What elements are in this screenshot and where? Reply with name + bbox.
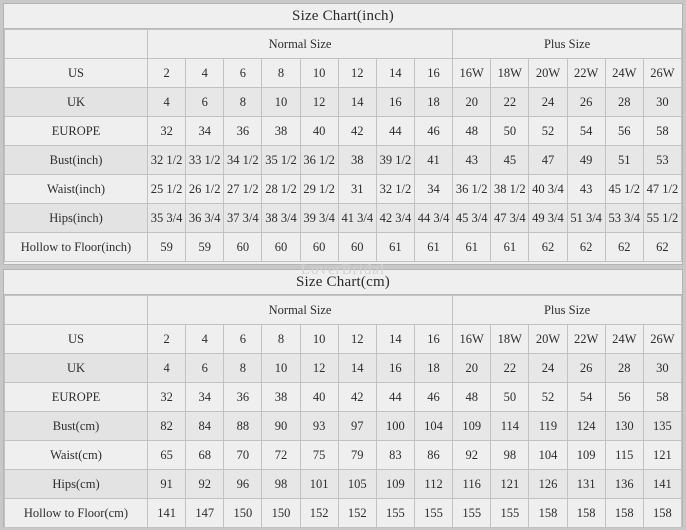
table-cell: 119 [529,412,567,441]
chart-title-cm: Size Chart(cm) [4,270,682,295]
table-cell: 155 [453,499,491,528]
table-row [5,412,682,441]
group-header-plus-size: Plus Size [453,30,682,59]
table-cell: 34 [414,175,452,204]
table-cell: 38 1/2 [491,175,529,204]
table-cell: 109 [376,470,414,499]
table-cell: 101 [300,470,338,499]
row-header-cell: UK [5,354,148,383]
table-cell: 22W [567,325,605,354]
table-cell: 53 3/4 [605,204,643,233]
table-cell: 32 [148,117,186,146]
table-cell: 38 3/4 [262,204,300,233]
table-cell: 16 [414,59,452,88]
table-cell: 121 [643,441,681,470]
table-cell: 38 [338,146,376,175]
table-cell: 41 3/4 [338,204,376,233]
table-cell: 88 [224,412,262,441]
table-cell: 59 [186,233,224,262]
table-cell: 51 [605,146,643,175]
table-cell: 42 [338,383,376,412]
table-cell: 126 [529,470,567,499]
table-cell: 121 [491,470,529,499]
table-cell: 44 [376,383,414,412]
table-cell: 42 [338,117,376,146]
table-cell: 53 [643,146,681,175]
table-cell: 93 [300,412,338,441]
table-cell: 50 [491,117,529,146]
table-cell: 58 [643,383,681,412]
table-cell: 10 [300,59,338,88]
table-cell: 36 3/4 [186,204,224,233]
table-cell: 155 [376,499,414,528]
table-cell: 56 [605,117,643,146]
row-header-cell: US [5,59,148,88]
table-cell: 86 [414,441,452,470]
table-row [5,146,682,175]
table-cell: 61 [453,233,491,262]
table-cell: 22W [567,59,605,88]
table-cell: 36 1/2 [453,175,491,204]
table-cell: 155 [491,499,529,528]
table-cell: 35 1/2 [262,146,300,175]
table-cell: 60 [338,233,376,262]
table-cell: 100 [376,412,414,441]
table-row [5,383,682,412]
table-cell: 39 1/2 [376,146,414,175]
table-cell: 105 [338,470,376,499]
row-header-cell: UK [5,88,148,117]
table-cell: 45 1/2 [605,175,643,204]
table-cell: 40 3/4 [529,175,567,204]
table-cell: 20W [529,325,567,354]
table-cell: 48 [453,117,491,146]
table-cell: 35 3/4 [148,204,186,233]
row-header-cell: Hips(cm) [5,470,148,499]
table-cell: 8 [262,59,300,88]
table-cell: 38 [262,117,300,146]
table-cell: 147 [186,499,224,528]
table-cell: 104 [414,412,452,441]
table-cell: 8 [224,88,262,117]
table-cell: 91 [148,470,186,499]
table-cell: 12 [300,354,338,383]
row-header-cell: Hollow to Floor(inch) [5,233,148,262]
table-cell: 28 [605,88,643,117]
table-row [5,117,682,146]
row-header-cell: Bust(inch) [5,146,148,175]
table-cell: 18W [491,59,529,88]
table-cell: 14 [338,354,376,383]
table-cell: 29 1/2 [300,175,338,204]
table-cell: 18W [491,325,529,354]
table-cell: 27 1/2 [224,175,262,204]
table-cell: 59 [148,233,186,262]
row-header-cell: EUROPE [5,117,148,146]
table-cell: 75 [300,441,338,470]
table-cell: 130 [605,412,643,441]
table-cell: 16 [414,325,452,354]
table-cell: 12 [300,88,338,117]
table-cell: 83 [376,441,414,470]
table-cell: 98 [262,470,300,499]
watermark: LoverBridal [300,262,386,278]
table-cell: 54 [567,117,605,146]
table-cell: 10 [300,325,338,354]
table-row [5,233,682,262]
table-row [5,499,682,528]
table-cell: 14 [338,88,376,117]
table-cell: 98 [491,441,529,470]
table-cell: 116 [453,470,491,499]
table-cell: 82 [148,412,186,441]
table-cell: 47 3/4 [491,204,529,233]
table-cell: 41 [414,146,452,175]
table-cell: 84 [186,412,224,441]
table-cell: 131 [567,470,605,499]
table-cell: 112 [414,470,452,499]
table-cell: 115 [605,441,643,470]
table-cell: 96 [224,470,262,499]
table-cell: 52 [529,117,567,146]
table-cell: 109 [567,441,605,470]
table-cell: 20 [453,88,491,117]
table-cell: 20 [453,354,491,383]
table-cell: 61 [491,233,529,262]
table-cell: 46 [414,383,452,412]
table-cell: 18 [414,354,452,383]
table-cell: 158 [605,499,643,528]
table-cell: 12 [338,59,376,88]
table-cell: 62 [567,233,605,262]
table-cell: 36 [224,117,262,146]
table-cell: 16W [453,59,491,88]
table-cell: 68 [186,441,224,470]
table-cell: 50 [491,383,529,412]
table-cell: 2 [148,59,186,88]
table-cell: 47 [529,146,567,175]
table-cell: 14 [376,59,414,88]
table-cell: 62 [605,233,643,262]
table-cell: 26 [567,88,605,117]
size-table-inch [4,29,682,262]
table-cell: 56 [605,383,643,412]
table-cell: 46 [414,117,452,146]
table-cell: 33 1/2 [186,146,224,175]
table-cell: 22 [491,88,529,117]
table-cell: 30 [643,354,681,383]
table-cell: 20W [529,59,567,88]
size-chart-inch [3,3,683,265]
chart-title-inch: Size Chart(inch) [4,4,682,29]
table-cell: 124 [567,412,605,441]
table-cell: 70 [224,441,262,470]
table-cell: 104 [529,441,567,470]
table-cell: 49 3/4 [529,204,567,233]
table-cell: 44 [376,117,414,146]
table-cell: 26 1/2 [186,175,224,204]
table-cell: 14 [376,325,414,354]
table-cell: 4 [148,88,186,117]
table-cell: 44 3/4 [414,204,452,233]
table-cell: 55 1/2 [643,204,681,233]
table-cell: 36 [224,383,262,412]
table-row [5,325,682,354]
table-cell: 97 [338,412,376,441]
table-cell: 158 [643,499,681,528]
table-cell: 16 [376,88,414,117]
table-cell: 61 [376,233,414,262]
table-cell: 24W [605,59,643,88]
table-cell: 49 [567,146,605,175]
table-cell: 32 1/2 [376,175,414,204]
row-header-cell: Bust(cm) [5,412,148,441]
table-cell: 25 1/2 [148,175,186,204]
table-cell: 36 1/2 [300,146,338,175]
table-cell: 43 [453,146,491,175]
table-cell: 39 3/4 [300,204,338,233]
table-cell: 4 [186,325,224,354]
table-cell: 92 [186,470,224,499]
table-cell: 30 [643,88,681,117]
table-cell: 60 [262,233,300,262]
table-row [5,88,682,117]
table-cell: 22 [491,354,529,383]
table-cell: 152 [300,499,338,528]
table-row [5,204,682,233]
table-cell: 150 [224,499,262,528]
group-header-normal-size: Normal Size [148,30,453,59]
table-cell: 72 [262,441,300,470]
table-cell: 158 [567,499,605,528]
table-cell: 16W [453,325,491,354]
table-corner-cell [5,296,148,325]
group-header-row [5,30,682,59]
table-cell: 90 [262,412,300,441]
row-header-cell: EUROPE [5,383,148,412]
table-cell: 61 [414,233,452,262]
row-header-cell: Waist(cm) [5,441,148,470]
table-row [5,441,682,470]
table-cell: 155 [414,499,452,528]
table-cell: 32 1/2 [148,146,186,175]
table-cell: 32 [148,383,186,412]
table-cell: 28 [605,354,643,383]
table-cell: 62 [643,233,681,262]
table-cell: 34 1/2 [224,146,262,175]
row-header-cell: US [5,325,148,354]
table-cell: 37 3/4 [224,204,262,233]
table-corner-cell [5,30,148,59]
table-cell: 152 [338,499,376,528]
table-cell: 114 [491,412,529,441]
table-cell: 54 [567,383,605,412]
table-cell: 31 [338,175,376,204]
size-chart-cm [3,269,683,527]
table-cell: 28 1/2 [262,175,300,204]
table-cell: 79 [338,441,376,470]
table-cell: 24 [529,354,567,383]
table-cell: 45 3/4 [453,204,491,233]
table-cell: 38 [262,383,300,412]
table-cell: 4 [148,354,186,383]
table-cell: 18 [414,88,452,117]
table-row [5,470,682,499]
table-cell: 6 [186,354,224,383]
table-cell: 12 [338,325,376,354]
table-cell: 51 3/4 [567,204,605,233]
table-cell: 92 [453,441,491,470]
table-cell: 10 [262,88,300,117]
table-cell: 6 [186,88,224,117]
table-cell: 34 [186,383,224,412]
table-cell: 40 [300,383,338,412]
table-cell: 8 [262,325,300,354]
group-header-normal-size: Normal Size [148,296,453,325]
table-cell: 60 [224,233,262,262]
table-cell: 24W [605,325,643,354]
table-cell: 58 [643,117,681,146]
group-header-row [5,296,682,325]
table-cell: 150 [262,499,300,528]
table-cell: 60 [300,233,338,262]
table-cell: 52 [529,383,567,412]
row-header-cell: Hips(inch) [5,204,148,233]
size-table-cm [4,295,682,528]
table-cell: 141 [643,470,681,499]
table-row [5,354,682,383]
table-cell: 109 [453,412,491,441]
table-cell: 16 [376,354,414,383]
table-cell: 6 [224,325,262,354]
table-cell: 26W [643,59,681,88]
table-cell: 24 [529,88,567,117]
table-cell: 47 1/2 [643,175,681,204]
table-cell: 2 [148,325,186,354]
table-cell: 158 [529,499,567,528]
table-cell: 26 [567,354,605,383]
table-cell: 43 [567,175,605,204]
table-cell: 65 [148,441,186,470]
table-cell: 141 [148,499,186,528]
table-cell: 62 [529,233,567,262]
group-header-plus-size: Plus Size [453,296,682,325]
row-header-cell: Hollow to Floor(cm) [5,499,148,528]
table-row [5,59,682,88]
table-cell: 48 [453,383,491,412]
table-cell: 42 3/4 [376,204,414,233]
table-cell: 26W [643,325,681,354]
table-cell: 8 [224,354,262,383]
table-cell: 34 [186,117,224,146]
table-cell: 136 [605,470,643,499]
table-row [5,175,682,204]
table-cell: 135 [643,412,681,441]
table-cell: 10 [262,354,300,383]
table-cell: 6 [224,59,262,88]
table-cell: 45 [491,146,529,175]
table-cell: 40 [300,117,338,146]
row-header-cell: Waist(inch) [5,175,148,204]
table-cell: 4 [186,59,224,88]
